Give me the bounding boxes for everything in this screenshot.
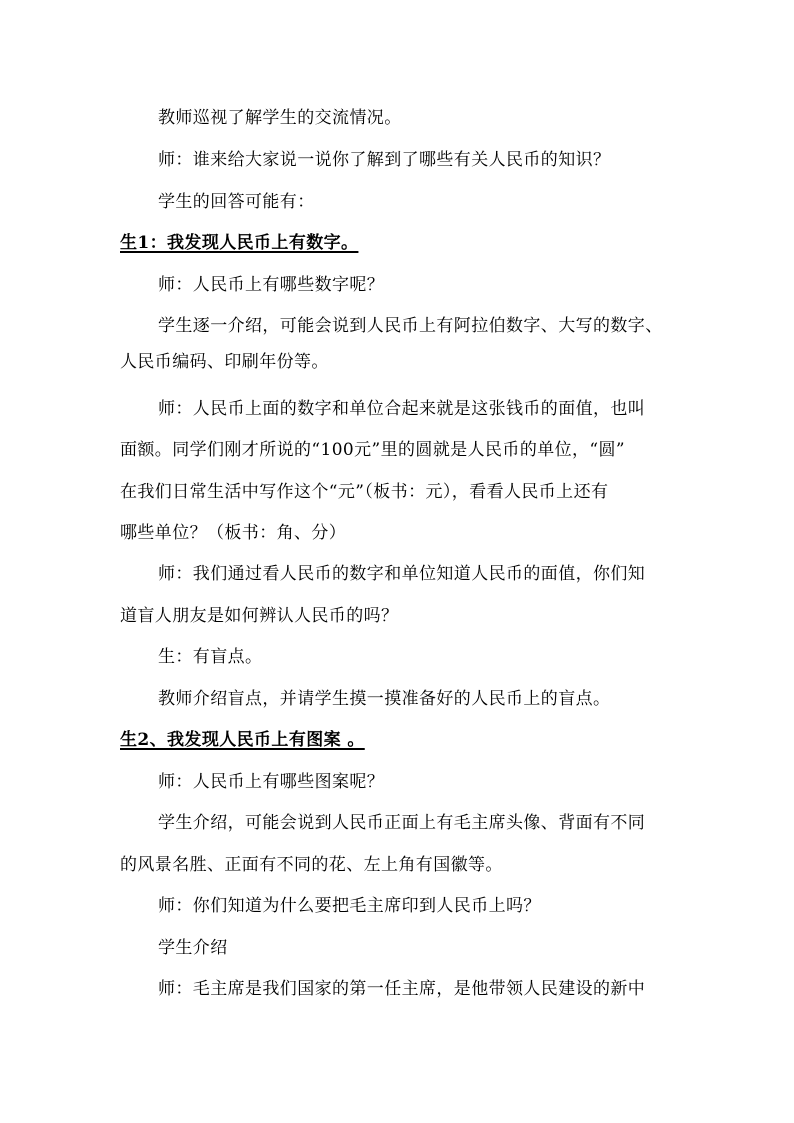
paragraph-line: 在我们日常生活中写作这个“元”（板书：元），看看人民币上还有 xyxy=(120,482,609,502)
paragraph-line: 学生介绍，可能会说到人民币正面上有毛主席头像、背面有不同 xyxy=(158,813,646,833)
paragraph-line: 哪些单位？（板书：角、分） xyxy=(120,523,347,543)
paragraph-line: 面额。同学们刚才所说的“100元”里的圆就是人民币的单位，“圆” xyxy=(120,440,626,460)
paragraph-line: 学生的回答可能有： xyxy=(158,192,315,212)
section-heading: 生2、我发现人民币上有图案 。 xyxy=(120,730,365,750)
paragraph-line: 教师介绍盲点，并请学生摸一摸准备好的人民币上的盲点。 xyxy=(158,689,611,709)
paragraph-line: 师：毛主席是我们国家的第一任主席，是他带领人民建设的新中 xyxy=(158,979,646,999)
paragraph-line: 师：我们通过看人民币的数字和单位知道人民币的面值，你们知 xyxy=(158,564,646,584)
paragraph-line: 师：谁来给大家说一说你了解到了哪些有关人民币的知识？ xyxy=(158,150,611,170)
paragraph-line: 的风景名胜、正面有不同的花、左上角有国徽等。 xyxy=(120,855,503,875)
paragraph-line: 道盲人朋友是如何辨认人民币的吗？ xyxy=(120,606,399,626)
paragraph-line: 师：人民币上面的数字和单位合起来就是这张钱币的面值，也叫 xyxy=(158,399,646,419)
paragraph-line: 人民币编码、印刷年份等。 xyxy=(120,352,329,372)
paragraph-line: 师：人民币上有哪些图案呢？ xyxy=(158,772,385,792)
paragraph-line: 师：你们知道为什么要把毛主席印到人民币上吗？ xyxy=(158,896,541,916)
section-heading: 生1：我发现人民币上有数字。 xyxy=(120,233,359,253)
paragraph-line: 师：人民币上有哪些数字呢？ xyxy=(158,275,385,295)
paragraph-line: 学生介绍 xyxy=(158,938,228,958)
paragraph-line: 教师巡视了解学生的交流情况。 xyxy=(158,108,402,128)
paragraph-line: 生：有盲点。 xyxy=(158,647,263,667)
paragraph-line: 学生逐一介绍，可能会说到人民币上有阿拉伯数字、大写的数字、 xyxy=(158,316,663,336)
